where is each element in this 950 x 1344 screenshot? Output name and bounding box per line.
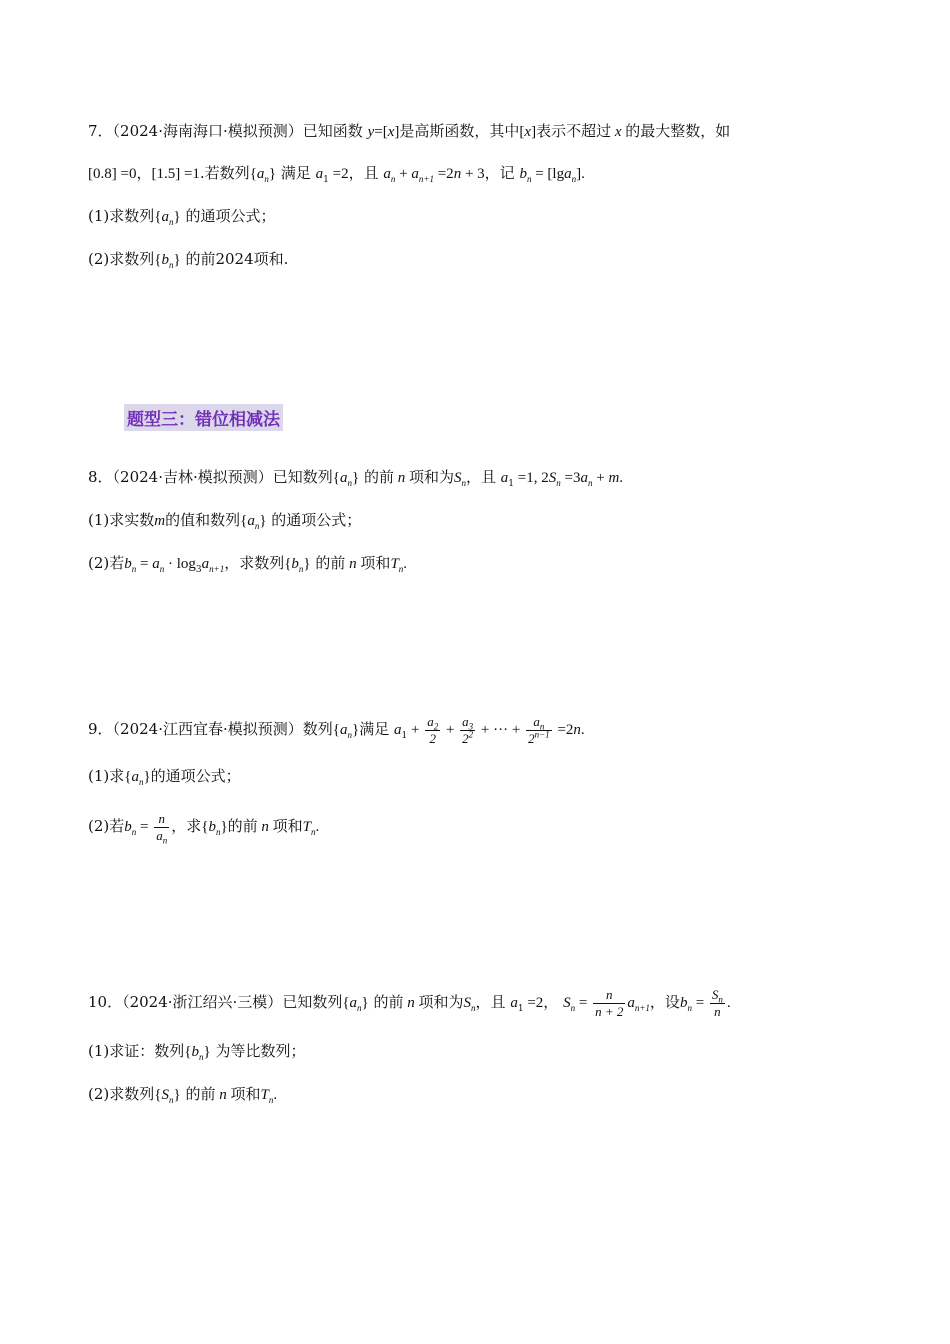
- problem-number: 7．: [88, 122, 113, 140]
- problem-7-q2: (2)求数列$\{b_n\}$ 的前2024项和.: [88, 250, 289, 270]
- problem-source: （2024·海南海口·模拟预测）: [112, 122, 303, 140]
- fraction: $\frac{a_2}{2}$: [427, 713, 439, 746]
- problem-9-q1: (1)求$\{a_n\}$的通项公式；: [88, 767, 241, 787]
- problem-8-q1: (1)求实数m的值和数列$\{a_n\}$ 的通项公式；: [88, 511, 362, 531]
- formula: y: [367, 124, 375, 140]
- problem-7-line-2: [0.8] =0，[1.5] =1.若数列$\{a_n\}$ 满足 $a_1 =2$，且 $a_n + a_{n+1} =2n + 3$，记 $b_n = [\lg a_n]$.: [88, 164, 585, 185]
- section-title: 题型三：错位相减法: [124, 404, 283, 431]
- problem-10-q1: (1)求证：数列$\{b_n\}$ 为等比数列；: [88, 1042, 306, 1062]
- problem-10-line-1: 10．（2024·浙江绍兴·三模）已知数列$\{a_n\}$ 的前 n 项和为$S_n$，且 $a_1 =2$， $S_n$ = $\frac{n}{n + 2}$ $a_{n+1}$，设$b_n$ = $\frac{S_n}{n}$ .: [88, 986, 731, 1019]
- problem-9-line-1: 9．（2024·江西宜春·模拟预测）数列$\{a_n\}$满足 $a_1$ + $\frac{a_2}{2}$ + $\frac{a_3}{2^2}$ + ··· + $\frac{a_n}{2^{n-1}}$ =2n.: [88, 713, 585, 746]
- problem-10-q2: (2)求数列$\{S_n\}$ 的前 n 项和$T_n$.: [88, 1085, 278, 1105]
- problem-9-q2: (2)若$b_n$ = $\frac{n}{a_n}$ ，求$\{b_n\}$的前 n 项和$T_n$.: [88, 810, 320, 846]
- problem-7-q1: (1)求数列$\{a_n\}$ 的通项公式；: [88, 207, 276, 227]
- problem-7-line-1: 7．（2024·海南海口·模拟预测）已知函数 y=[x]是高斯函数，其中[x]表示不超过 x 的最大整数，如: [88, 122, 731, 140]
- problem-8-line-1: 8．（2024·吉林·模拟预测）已知数列$\{a_n\}$ 的前 n 项和为$S_n$，且 $a_1 =1$, $2S_n =3a_n + m$.: [88, 468, 624, 489]
- problem-8-q2: (2)若$b_n = a_n \cdot \log_3a_{n+1}$，求数列$\{b_n\}$ 的前 n 项和$T_n$.: [88, 554, 408, 575]
